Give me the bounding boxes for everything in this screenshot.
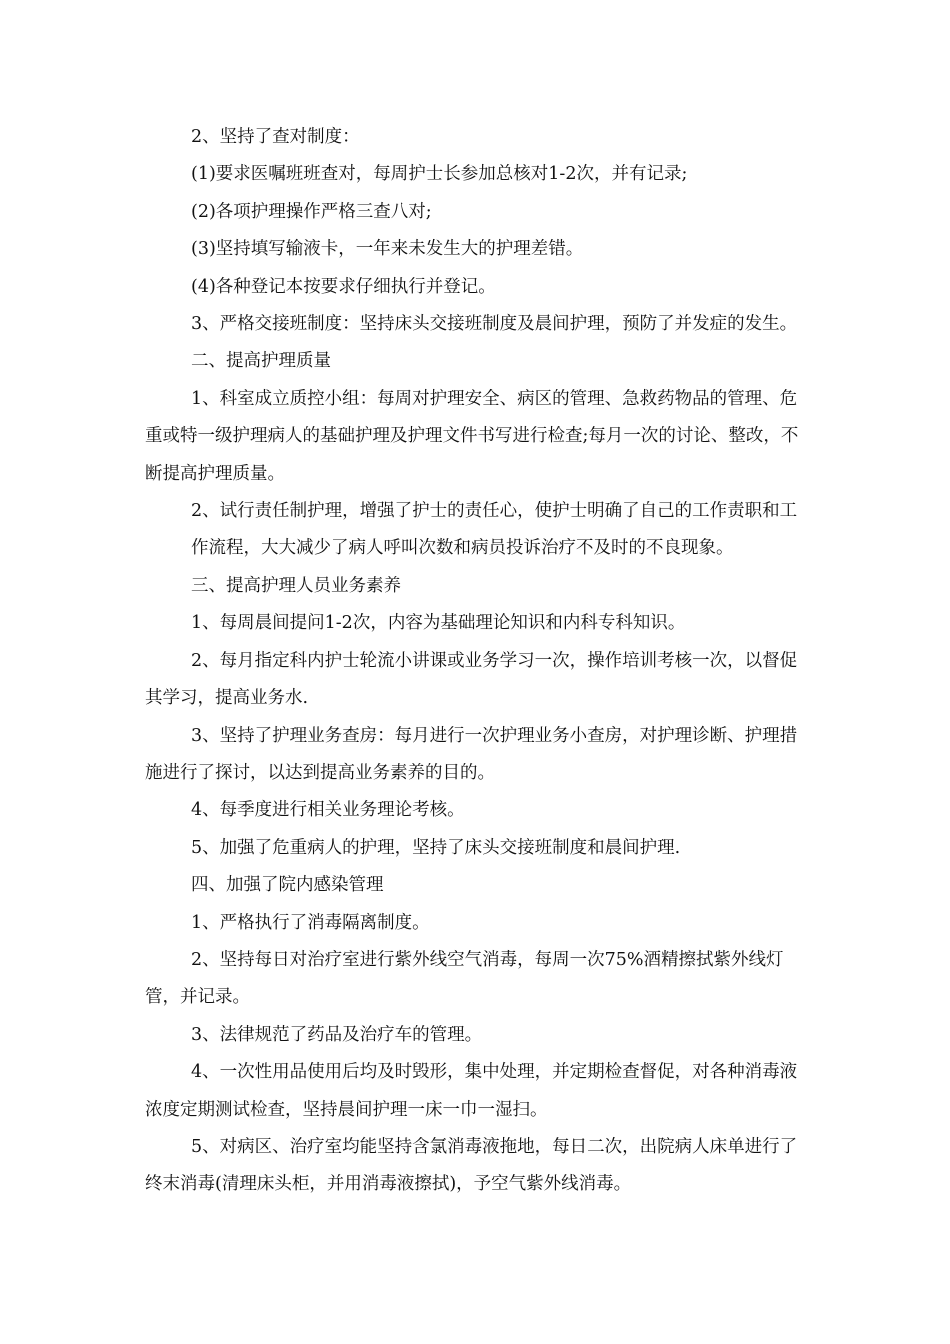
paragraph: (2)各项护理操作严格三查八对; — [191, 201, 432, 222]
paragraph: 作流程，大大减少了病人呼叫次数和病员投诉治疗不及时的不良现象。 — [191, 538, 734, 559]
paragraph: 4、每季度进行相关业务理论考核。 — [191, 800, 465, 821]
paragraph: 3、坚持了护理业务查房：每月进行一次护理业务小查房，对护理诊断、护理措施进行了探讨，以达到提高业务素养的目的。 — [145, 725, 798, 783]
paragraph: 1、科室成立质控小组：每周对护理安全、病区的管理、急救药物品的管理、危重或特一级护理病人的基础护理及护理文件书写进行检查;每月一次的讨论、整改，不断提高护理质量。 — [145, 388, 799, 484]
paragraph: 3、法律规范了药品及治疗车的管理。 — [191, 1024, 483, 1045]
paragraph: 2、试行责任制护理，增强了护士的责任心，使护士明确了自己的工作责职和工 — [191, 501, 798, 522]
paragraph: 2、坚持每日对治疗室进行紫外线空气消毒，每周一次75%酒精擦拭紫外线灯管，并记录。 — [145, 949, 784, 1008]
paragraph: 1、严格执行了消毒隔离制度。 — [191, 912, 430, 933]
section-heading: 二、提高护理质量 — [191, 351, 331, 372]
paragraph: 4、一次性用品使用后均及时毁形，集中处理，并定期检查督促，对各种消毒液浓度定期测试检查，坚持晨间护理一床一巾一湿扫。 — [145, 1062, 798, 1120]
paragraph: 3、严格交接班制度：坚持床头交接班制度及晨间护理，预防了并发症的发生。 — [191, 314, 798, 335]
paragraph: (1)要求医嘱班班查对，每周护士长参加总核对1-2次，并有记录; — [191, 164, 688, 185]
section-heading: 四、加强了院内感染管理 — [191, 875, 384, 896]
paragraph: (4)各种登记本按要求仔细执行并登记。 — [191, 276, 496, 297]
paragraph: (3)坚持填写输液卡，一年来未发生大的护理差错。 — [191, 239, 584, 260]
paragraph: 5、对病区、治疗室均能坚持含氯消毒液拖地，每日二次，出院病人床单进行了终末消毒(清理床头柜，并用消毒液擦拭)，予空气紫外线消毒。 — [145, 1136, 798, 1195]
paragraph: 2、坚持了查对制度： — [191, 127, 360, 147]
paragraph: 2、每月指定科内护士轮流小讲课或业务学习一次，操作培训考核一次，以督促其学习，提高业务水. — [145, 650, 798, 709]
document-body — [145, 119, 807, 1204]
section-heading: 三、提高护理人员业务素养 — [191, 575, 401, 596]
paragraph: 1、每周晨间提问1-2次，内容为基础理论知识和内科专科知识。 — [191, 613, 686, 634]
paragraph: 5、加强了危重病人的护理，坚持了床头交接班制度和晨间护理. — [191, 837, 681, 858]
